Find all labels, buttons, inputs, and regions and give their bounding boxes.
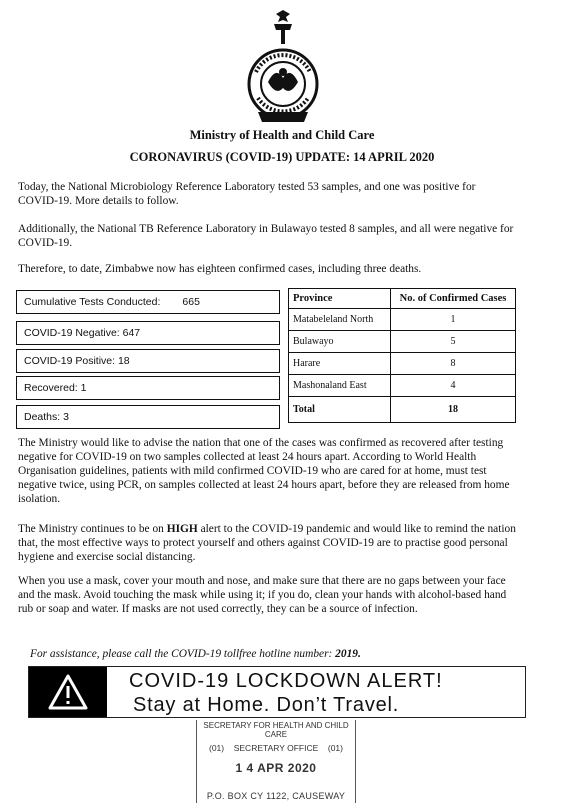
alert-headline: COVID-19 LOCKDOWN ALERT!	[129, 670, 443, 692]
high-alert-text-before: The Ministry continues to be on	[18, 523, 167, 535]
column-header-province: Province	[289, 289, 391, 309]
cumulative-tests-box	[16, 290, 280, 314]
hotline-number: 2019.	[335, 648, 361, 660]
table-row	[289, 309, 516, 331]
stamp-office-name: SECRETARY FOR HEALTH AND CHILD CARE	[203, 721, 349, 739]
lockdown-alert-banner	[28, 666, 526, 718]
province-cases-table	[288, 288, 516, 423]
column-header-cases: No. of Confirmed Cases	[391, 289, 516, 309]
province-cell: Mashonaland East	[289, 375, 391, 397]
stamp-right-code: (01)	[327, 743, 343, 753]
alert-subline: Stay at Home. Don’t Travel.	[133, 694, 400, 716]
hotline-text: For assistance, please call the COVID-19 tollfree hotline number:	[30, 648, 336, 660]
mask-guidance-paragraph: When you use a mask, cover your mouth and nose, and make sure that there are no gaps between your face and the mask. Avoid touching the mask while using it; if you do, clean your hands with alcohol-based hand rub or soap and water. If masks are not used correctly, they can be a source of infection.	[18, 575, 507, 615]
high-alert-text-after: alert to the COVID-19 pandemic and would like to remind the nation that, the most effective ways to protect yourself and others against COVID-19 are to practise good personal hygiene and exercise social distancing.	[18, 523, 516, 563]
ministry-name: Ministry of Health and Child Care	[189, 128, 375, 142]
ministry-emblem	[246, 8, 320, 126]
table-total-row	[289, 397, 516, 423]
stamp-code-row	[197, 743, 355, 753]
cases-cell: 8	[391, 353, 516, 375]
recovery-advisory-paragraph: The Ministry would like to advise the nation that one of the cases was confirmed as recovered after testing negative for COVID-19 on two samples collected at least 24 hours apart. According to World Health Organisation guidelines, patients with mild confirmed COVID-19 who are cared for at home, must test negative twice, using PCR, on samples collected at least 24 hours apart, before they are released from home isolation.	[18, 437, 510, 505]
deaths-box: Deaths: 3	[16, 405, 280, 429]
cases-cell: 4	[391, 375, 516, 397]
table-row	[289, 331, 516, 353]
negative-box: COVID-19 Negative: 647	[16, 321, 280, 345]
stamp-left-code: (01)	[209, 743, 225, 753]
warning-triangle-icon	[29, 667, 107, 717]
stamp-middle: SECRETARY OFFICE	[233, 743, 319, 753]
recovered-box: Recovered: 1	[16, 376, 280, 400]
total-label: Total	[289, 397, 391, 423]
table-header-row	[289, 289, 516, 309]
table-row	[289, 353, 516, 375]
stamp-po-box: P.O. BOX CY 1122, CAUSEWAY	[206, 791, 346, 801]
province-cell: Harare	[289, 353, 391, 375]
high-alert-paragraph	[18, 522, 518, 564]
high-alert-keyword: HIGH	[166, 523, 198, 535]
office-date-stamp	[196, 720, 356, 803]
cumulative-tests-label: Cumulative Tests Conducted:	[24, 296, 161, 308]
page-title: CORONAVIRUS (COVID-19) UPDATE: 14 APRIL 2020	[129, 150, 435, 164]
province-cell: Bulawayo	[289, 331, 391, 353]
hotline-note	[30, 648, 361, 660]
intro-paragraph-2: Additionally, the National TB Reference Laboratory in Bulawayo tested 8 samples, and all were negative for COVID-19.	[18, 223, 514, 249]
cumulative-tests-value: 665	[182, 296, 200, 308]
cases-cell: 5	[391, 331, 516, 353]
table-row	[289, 375, 516, 397]
intro-paragraph-1: Today, the National Microbiology Reference Laboratory tested 53 samples, and one was positive for COVID-19. More details to follow.	[18, 181, 476, 207]
province-cell: Matabeleland North	[289, 309, 391, 331]
stamp-date: 1 4 APR 2020	[235, 761, 317, 775]
intro-paragraph-3: Therefore, to date, Zimbabwe now has eighteen confirmed cases, including three deaths.	[18, 263, 422, 275]
cases-cell: 1	[391, 309, 516, 331]
positive-box: COVID-19 Positive: 18	[16, 349, 280, 373]
total-value: 18	[391, 397, 516, 423]
